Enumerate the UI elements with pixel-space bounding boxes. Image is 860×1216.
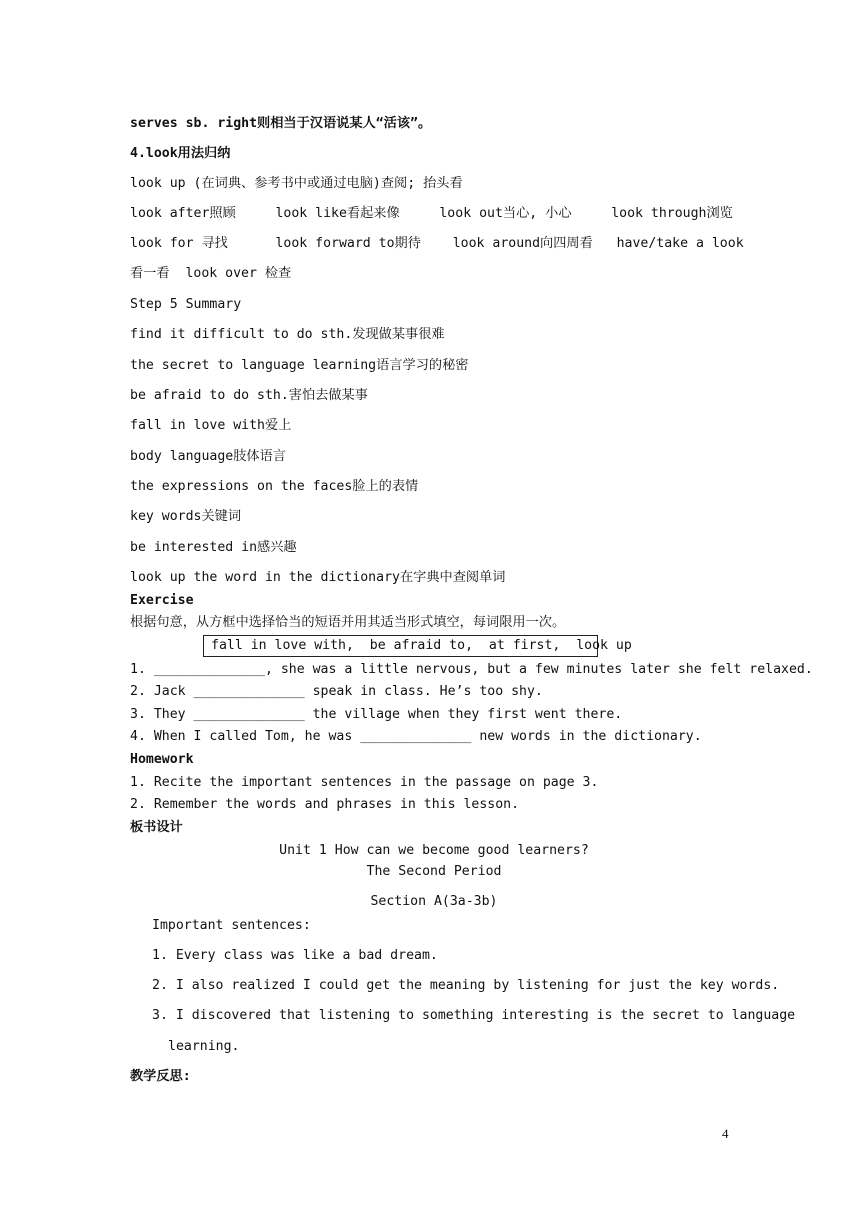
text-line: look for 寻找 look forward to期待 look around向四周看 have/take a look (130, 236, 744, 251)
text-line: be interested in感兴趣 (130, 540, 297, 555)
text-line: look up the word in the dictionary在字典中查阅单词 (130, 570, 506, 585)
text-line: find it difficult to do sth.发现做某事很难 (130, 327, 445, 342)
text-line: 根据句意，从方框中选择恰当的短语并用其适当形式填空，每词限用一次。 (130, 615, 566, 630)
board-heading: Important sentences: (152, 918, 311, 933)
section-heading: Exercise (130, 593, 194, 608)
board-sentence: 3. I discovered that listening to something interesting is the secret to language (152, 1008, 796, 1023)
text-line: look up (在词典、参考书中或通过电脑)查阅; 抬头看 (130, 176, 463, 191)
phrase-box: fall in love with, be afraid to, at first, look up (203, 635, 598, 657)
text-line: Step 5 Summary (130, 297, 242, 312)
text-line: 看一看 look over 检查 (130, 266, 292, 281)
text-line: body language肢体语言 (130, 449, 286, 464)
board-sentence: learning. (168, 1039, 240, 1054)
text-line: the secret to language learning语言学习的秘密 (130, 358, 469, 373)
exercise-item: 4. When I called Tom, he was ______________ new words in the dictionary. (130, 729, 702, 744)
exercise-item: 2. Jack ______________ speak in class. He’s too shy. (130, 684, 543, 699)
section-heading: Homework (130, 752, 194, 767)
board-title: Unit 1 How can we become good learners? (279, 843, 589, 858)
page-number: 4 (722, 1126, 729, 1141)
text-line: serves sb. right则相当于汉语说某人“活该”。 (130, 116, 432, 131)
text-line: look after照顾 look like看起来像 look out当心, 小心 look through浏览 (130, 206, 733, 221)
section-heading: 4.look用法归纳 (130, 146, 231, 161)
exercise-item: 3. They ______________ the village when they first went there. (130, 707, 623, 722)
section-heading: 板书设计 (130, 820, 183, 835)
text-line: the expressions on the faces脸上的表情 (130, 479, 419, 494)
text-line: fall in love with爱上 (130, 418, 292, 433)
text-line: key words关键词 (130, 509, 242, 524)
board-sentence: 2. I also realized I could get the meaning by listening for just the key words. (152, 978, 780, 993)
board-subtitle: The Second Period (366, 864, 502, 879)
board-subtitle: Section A(3a-3b) (370, 894, 498, 909)
board-sentence: 1. Every class was like a bad dream. (152, 948, 438, 963)
homework-item: 1. Recite the important sentences in the passage on page 3. (130, 775, 599, 790)
exercise-item: 1. ______________, she was a little nervous, but a few minutes later she felt relaxed. (130, 662, 813, 677)
text-line: be afraid to do sth.害怕去做某事 (130, 388, 368, 403)
section-heading: 教学反思: (130, 1069, 191, 1084)
homework-item: 2. Remember the words and phrases in this lesson. (130, 797, 520, 812)
